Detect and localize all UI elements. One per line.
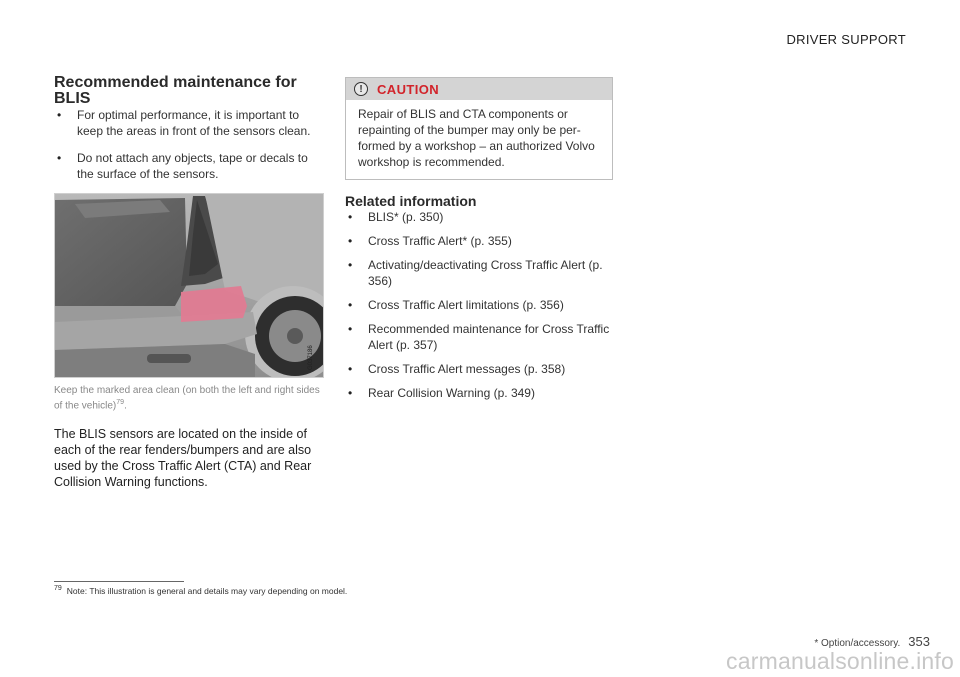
title-line-2: BLIS [54,90,91,107]
related-link[interactable]: • Cross Traffic Alert* (p. 355) [345,233,613,249]
exclamation-icon: ! [354,82,368,96]
accessory-note: * Option/accessory. [814,638,901,649]
body-paragraph: The BLIS sensors are located on the inside of each of the rear fenders/bumpers and are also used by the Cross Traffic Alert (CTA) and Rear Collision Warning functions. [54,427,312,490]
related-link[interactable]: • Cross Traffic Alert messages (p. 358) [345,361,613,377]
caution-box [345,77,613,180]
car-rear-drawing [55,194,323,377]
related-link[interactable]: • Recommended maintenance for Cross Traffic Alert (p. 357) [345,321,613,353]
related-link[interactable]: • Activating/deactivating Cross Traffic Alert (p. 356) [345,257,613,289]
page-number: 353 [908,634,930,649]
related-links [345,209,613,401]
figure-caption: Keep the marked area clean (on both the left and right sides of the vehicle)$^{79}$. [54,385,320,412]
list-item: • Do not attach any objects, tape or decals to the surface of the sensors. [54,150,322,182]
related-link[interactable]: • Rear Collision Warning (p. 349) [345,385,613,401]
related-info-title: Related information [345,193,477,209]
caution-header [346,78,612,100]
footnote-ref: 79 [116,399,125,406]
related-link[interactable]: • BLIS* (p. 350) [345,209,613,225]
watermark[interactable]: carmanualsonline.info [726,648,954,674]
caution-title: CAUTION [377,81,440,97]
sensor-area-illustration [54,193,324,378]
title-line-1: Recommended maintenance for [54,74,297,91]
maintenance-bullets [54,107,322,182]
page-footer [814,634,930,649]
footnote [54,585,347,596]
list-item: • For optimal performance, it is important to keep the areas in front of the sensors clean. [54,107,322,139]
sensor-highlight-area [181,286,247,322]
footnote-number: 79 [54,585,62,592]
related-link[interactable]: • Cross Traffic Alert limitations (p. 356) [345,297,613,313]
footnote-divider [54,581,184,582]
section-title [54,75,322,107]
section-header: DRIVER SUPPORT [786,32,906,47]
middle-column [345,77,613,409]
footnote-text: Note: This illustration is general and details may vary depending on model. [66,585,348,596]
figure-code: G037186 [308,345,314,370]
caution-text: Repair of BLIS and CTA components or repainting of the bumper may only be per-formed by a workshop – an authorized Volvo workshop is recommended. [358,107,595,169]
left-column [54,75,322,490]
